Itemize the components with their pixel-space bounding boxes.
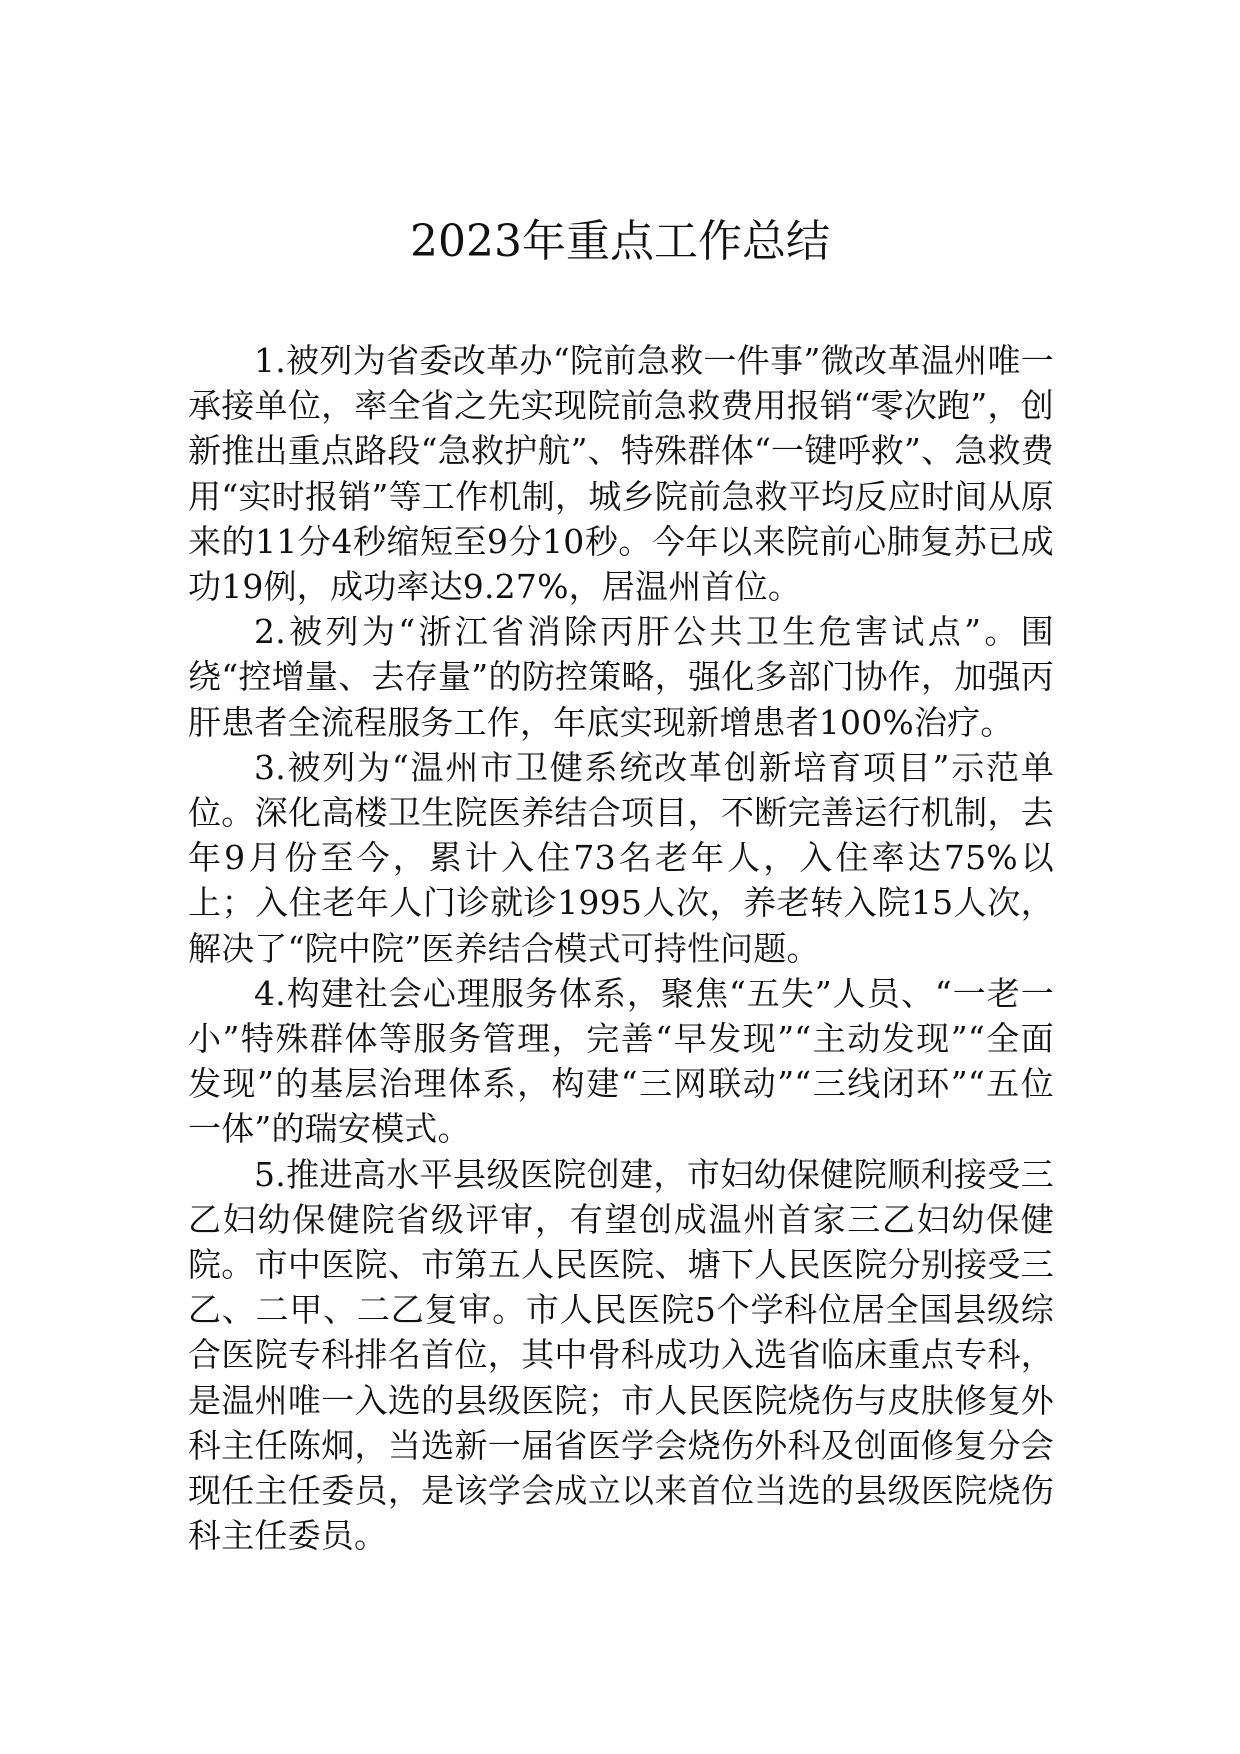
paragraph-2: 2.被列为“浙江省消除丙肝公共卫生危害试点”。围绕“控增量、去存量”的防控策略，强化多部门协作，加强丙肝患者全流程服务工作，年底实现新增患者100%治疗。 bbox=[188, 612, 1054, 742]
paragraph-5: 5.推进高水平县级医院创建，市妇幼保健院顺利接受三乙妇幼保健院省级评审，有望创成温州首家三乙妇幼保健院。市中医院、市第五人民医院、塘下人民医院分别接受三乙、二甲、二乙复审。市人民医院5个学科位居全国县级综合医院专科排名首位，其中骨科成功入选省临床重点专科，是温州唯一入选的县级医院；市人民医院烧伤与皮肤修复外科主任陈炯，当选新一届省医学会烧伤外科及创面修复分会现任主任委员，是该学会成立以来首位当选的县级医院烧伤科主任委员。 bbox=[188, 1154, 1054, 1556]
document-title: 2023年重点工作总结 bbox=[410, 216, 830, 267]
paragraph-1: 1.被列为省委改革办“院前急救一件事”微改革温州唯一承接单位，率全省之先实现院前急救费用报销“零次跑”，创新推出重点路段“急救护航”、特殊群体“一键呼救”、急救费用“实时报销”等工作机制，城乡院前急救平均反应时间从原来的11分4秒缩短至9分10秒。今年以来院前心肺复苏已成功19例，成功率达9.27%，居温州首位。 bbox=[188, 341, 1054, 607]
paragraph-3: 3.被列为“温州市卫健系统改革创新培育项目”示范单位。深化高楼卫生院医养结合项目，不断完善运行机制，去年9月份至今，累计入住73名老年人，入住率达75%以上；入住老年人门诊就诊1995人次，养老转入院15人次，解决了“院中院”医养结合模式可持性问题。 bbox=[188, 747, 1054, 968]
paragraph-4: 4.构建社会心理服务体系，聚焦“五失”人员、“一老一小”特殊群体等服务管理，完善“早发现”“主动发现”“全面发现”的基层治理体系，构建“三网联动”“三线闭环”“五位一体”的瑞安模式。 bbox=[188, 973, 1054, 1149]
document-body bbox=[188, 338, 1054, 1558]
